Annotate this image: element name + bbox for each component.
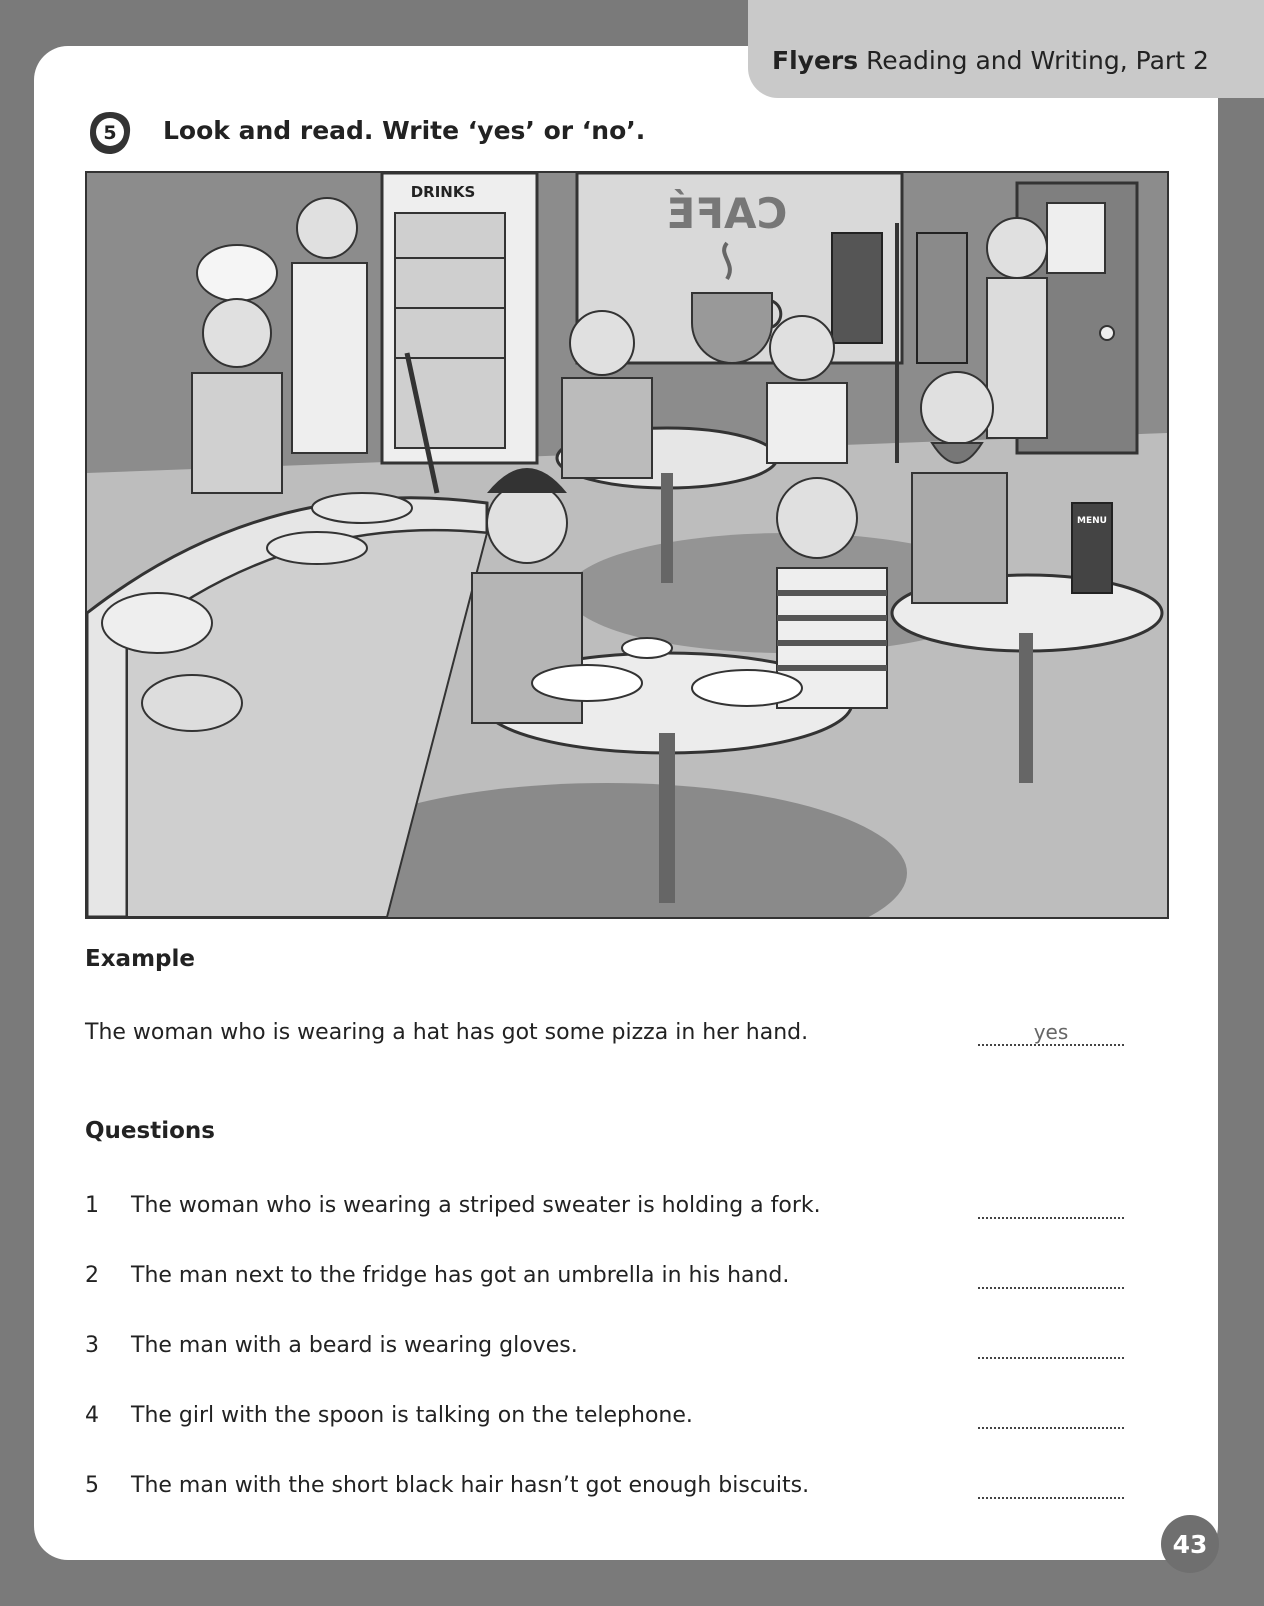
drinks-fridge	[382, 173, 537, 463]
pizza	[312, 493, 412, 523]
question-number: 1	[85, 1193, 99, 1218]
cake	[102, 593, 212, 653]
question-text: The man with the short black hair hasn’t got enough biscuits.	[131, 1473, 810, 1498]
answer-field[interactable]	[978, 1473, 1124, 1499]
question-text: The girl with the spoon is talking on the telephone.	[131, 1403, 693, 1428]
question-number: 3	[85, 1333, 99, 1358]
header-level: Flyers	[772, 46, 859, 75]
example-heading: Example	[85, 946, 195, 972]
drinks-sign: DRINKS	[410, 183, 476, 201]
question-text: The man with a beard is wearing gloves.	[131, 1333, 578, 1358]
exercise-number-badge	[88, 110, 132, 156]
question-number: 2	[85, 1263, 99, 1288]
plate	[692, 670, 802, 706]
coffee-cup	[622, 638, 672, 658]
pizza	[267, 532, 367, 564]
page-number: 43	[1161, 1515, 1219, 1573]
cafe-sign: CAFÉ	[666, 189, 788, 238]
cake	[142, 675, 242, 731]
man-with-beard	[912, 372, 1007, 603]
question-text: The man next to the fridge has got an umbrella in his hand.	[131, 1263, 790, 1288]
header-section: Reading and Writing, Part 2	[866, 46, 1209, 75]
questions-heading: Questions	[85, 1118, 215, 1144]
question-number: 5	[85, 1473, 99, 1498]
biscuit-plate	[532, 665, 642, 701]
example-sentence: The woman who is wearing a hat has got some pizza in her hand.	[85, 1020, 809, 1045]
exercise-number: 5	[103, 122, 117, 144]
question-text: The woman who is wearing a striped sweater is holding a fork.	[131, 1193, 821, 1218]
exercise-instruction: Look and read. Write ‘yes’ or ‘no’.	[163, 116, 646, 145]
cafe-illustration	[85, 171, 1169, 919]
answer-field[interactable]	[978, 1263, 1124, 1289]
answer-field[interactable]	[978, 1193, 1124, 1219]
answer-field[interactable]	[978, 1333, 1124, 1359]
menu-sign: MENU	[1077, 516, 1107, 526]
example-answer: yes	[978, 1020, 1124, 1046]
boy-in-hat	[987, 218, 1047, 438]
page-header	[772, 46, 1209, 75]
answer-field[interactable]	[978, 1403, 1124, 1429]
question-number: 4	[85, 1403, 99, 1428]
